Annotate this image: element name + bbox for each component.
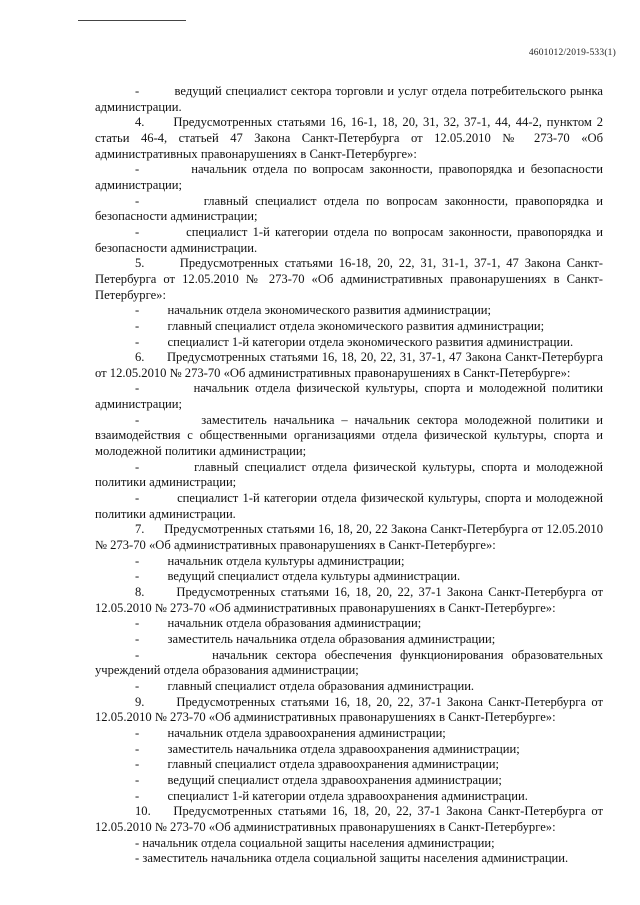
list-item: - заместитель начальника отдела здравоохранения администрации; (135, 741, 520, 756)
list-item: - специалист 1-й категории отдела здравоохранения администрации. (135, 788, 528, 803)
list-item: - начальник отдела экономического развития администрации; (135, 303, 492, 318)
list-item: - начальник отдела культуры администрации; (135, 553, 405, 568)
numbered-paragraph: 7. Предусмотренных статьями 16, 18, 20, 22 Закона Санкт-Петербурга от 12.05.2010 № 273-70 «Об административных правонарушениях в Санкт-Петербурге»: (95, 522, 603, 553)
list-item: - заместитель начальника отдела социальной защиты населения администрации. (135, 851, 569, 866)
list-item: - специалист 1-й категории отдела физической культуры, спорта и молодежной политики администрации. (95, 491, 603, 521)
document-number: 4601012/2019-533(1) (528, 48, 616, 58)
list-item: - главный специалист отдела экономического развития администрации; (135, 318, 545, 333)
header-rule (78, 20, 186, 21)
list-item: - заместитель начальника – начальник сектора молодежной политики и взаимодействия с общественными организациями отдела физической культуры, спорта и молодежной политики администрации; (95, 412, 603, 459)
numbered-paragraph: 10. Предусмотренных статьями 16, 18, 20, 22, 37-1 Закона Санкт-Петербурга от 12.05.2010 № 273-70 «Об административных правонарушениях в Санкт-Петербурге»: (95, 804, 603, 834)
list-item: - главный специалист отдела физической культуры, спорта и молодежной политики администрации; (95, 459, 603, 490)
list-item: - начальник сектора обеспечения функционирования образовательных учреждений отдела образования администрации; (95, 647, 603, 678)
numbered-paragraph: 8. Предусмотренных статьями 16, 18, 20, 22, 37-1 Закона Санкт-Петербурга от 12.05.2010 № 273-70 «Об административных правонарушениях в Санкт-Петербурге»: (95, 585, 603, 615)
list-item: - главный специалист отдела по вопросам законности, правопорядка и безопасности администрации; (95, 193, 603, 224)
list-item: - главный специалист отдела здравоохранения администрации; (135, 757, 499, 772)
numbered-paragraph: 5. Предусмотренных статьями 16-18, 20, 22, 31, 31-1, 37-1, 47 Закона Санкт-Петербурга от 12.05.2010 № 273-70 «Об административных правонарушениях в Санкт-Петербурге»: (95, 256, 603, 302)
list-item: - начальник отдела по вопросам законности, правопорядка и безопасности администрации; (95, 162, 603, 192)
list-item: - заместитель начальника отдела образования администрации; (135, 631, 496, 646)
numbered-paragraph: 4. Предусмотренных статьями 16, 16-1, 18, 20, 31, 32, 37-1, 44, 44-2, пунктом 2 статьи 46-4, статьей 47 Закона Санкт-Петербурга от 12.05.2010 № 273-70 «Об административных правонарушениях в Санкт-Петербурге»: (95, 115, 603, 161)
list-item: - ведущий специалист отдела здравоохранения администрации; (135, 772, 502, 787)
list-item: - начальник отдела здравоохранения администрации; (135, 725, 446, 740)
list-item: - ведущий специалист отдела культуры администрации. (135, 569, 461, 584)
document-body (95, 84, 603, 867)
numbered-paragraph: 9. Предусмотренных статьями 16, 18, 20, 22, 37-1 Закона Санкт-Петербурга от 12.05.2010 № 273-70 «Об административных правонарушениях в Санкт-Петербурге»: (95, 694, 603, 725)
list-item: - начальник отдела физической культуры, спорта и молодежной политики администрации; (95, 381, 603, 412)
list-item: - ведущий специалист сектора торговли и услуг отдела потребительского рынка администрации. (95, 84, 603, 114)
list-item: - начальник отдела образования администрации; (135, 616, 422, 631)
list-item: - главный специалист отдела образования администрации. (135, 678, 475, 693)
list-item: - специалист 1-й категории отдела по вопросам законности, правопорядка и безопасности администрации. (95, 224, 603, 255)
numbered-paragraph: 6. Предусмотренных статьями 16, 18, 20, 22, 31, 37-1, 47 Закона Санкт-Петербурга от 12.05.2010 № 273-70 «Об административных правонарушениях в Санкт-Петербурге»: (95, 350, 603, 380)
list-item: - начальник отдела социальной защиты населения администрации; (135, 835, 495, 850)
list-item: - специалист 1-й категории отдела экономического развития администрации. (135, 334, 574, 349)
